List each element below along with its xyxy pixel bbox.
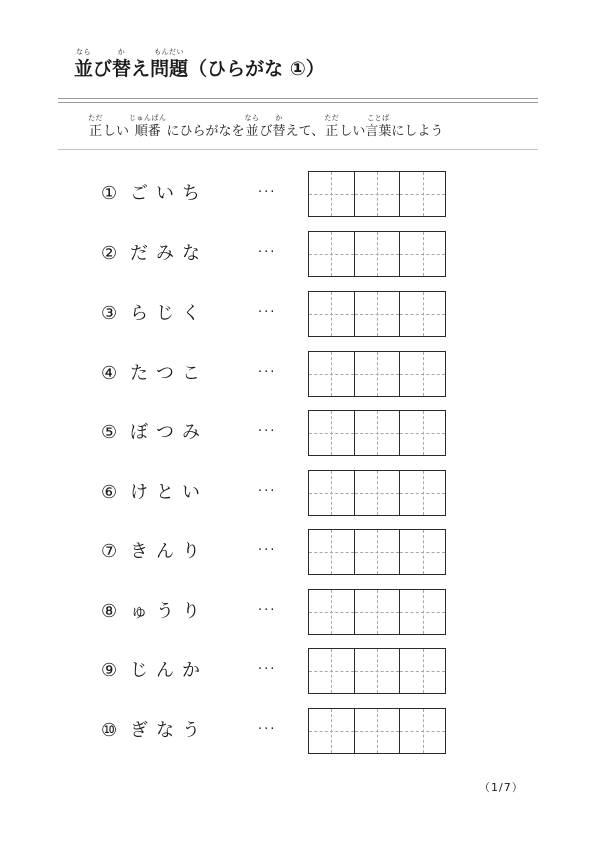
answer-cell[interactable] xyxy=(400,530,445,574)
answer-box xyxy=(308,410,446,456)
leader-dots: ··· xyxy=(258,305,277,320)
answer-cell[interactable] xyxy=(400,471,445,515)
furigana: じゅんばん xyxy=(129,114,167,122)
answer-cell[interactable] xyxy=(400,232,445,276)
answer-cell[interactable] xyxy=(309,172,355,216)
question-number: ⑩ xyxy=(101,720,118,741)
question-row xyxy=(0,171,595,219)
instruction-segment xyxy=(365,114,391,140)
instruction-segment xyxy=(260,114,273,140)
question-row xyxy=(0,470,595,518)
furigana: なら xyxy=(244,114,260,122)
answer-cell[interactable] xyxy=(355,709,401,753)
instruction-divider xyxy=(58,149,538,150)
scrambled-letters: きんり xyxy=(130,541,208,562)
answer-cell[interactable] xyxy=(400,352,445,396)
scrambled-letters: じんか xyxy=(130,660,208,681)
answer-cell[interactable] xyxy=(400,172,445,216)
answer-box xyxy=(308,291,446,337)
answer-cell[interactable] xyxy=(309,530,355,574)
question-number: ⑥ xyxy=(101,482,118,503)
scrambled-letters: ゅうり xyxy=(130,601,208,622)
question-row xyxy=(0,529,595,577)
question-number: ④ xyxy=(101,363,118,384)
answer-cell[interactable] xyxy=(355,232,401,276)
title-segment xyxy=(74,48,93,81)
leader-dots: ··· xyxy=(258,662,277,677)
answer-cell[interactable] xyxy=(355,352,401,396)
furigana: ただ xyxy=(88,114,103,122)
furigana: もんだい xyxy=(154,48,185,56)
title-text: （ひらがな ①） xyxy=(188,58,325,80)
answer-cell[interactable] xyxy=(309,232,355,276)
title-divider xyxy=(58,102,538,103)
instruction xyxy=(88,114,443,140)
title-text: 並 xyxy=(74,58,94,80)
furigana: ただ xyxy=(324,114,340,122)
leader-dots: ··· xyxy=(258,722,277,737)
scrambled-letters: ぎなう xyxy=(130,720,208,741)
title-segment xyxy=(188,48,325,81)
question-number: ⑦ xyxy=(101,541,118,562)
title-text: 問題 xyxy=(150,58,189,80)
leader-dots: ··· xyxy=(258,603,277,618)
question-row xyxy=(0,231,595,279)
furigana: か xyxy=(275,114,283,122)
question-row xyxy=(0,410,595,458)
instruction-segment xyxy=(245,114,260,140)
instruction-text: び xyxy=(259,124,273,139)
instruction-segment xyxy=(88,114,103,140)
answer-cell[interactable] xyxy=(355,411,401,455)
answer-cell[interactable] xyxy=(309,471,355,515)
question-number: ② xyxy=(101,243,118,264)
answer-cell[interactable] xyxy=(355,649,401,693)
instruction-text: しい xyxy=(103,124,130,139)
title-text: び xyxy=(93,58,113,80)
furigana: ことば xyxy=(367,114,390,122)
answer-box xyxy=(308,231,446,277)
question-row xyxy=(0,351,595,399)
furigana: か xyxy=(117,48,126,56)
leader-dots: ··· xyxy=(258,424,277,439)
question-number: ① xyxy=(101,183,118,204)
answer-cell[interactable] xyxy=(355,471,401,515)
answer-cell[interactable] xyxy=(355,292,401,336)
instruction-segment xyxy=(324,114,339,140)
scrambled-letters: けとい xyxy=(130,482,208,503)
answer-cell[interactable] xyxy=(309,649,355,693)
instruction-text: えて、 xyxy=(285,124,325,139)
leader-dots: ··· xyxy=(258,484,277,499)
instruction-segment xyxy=(273,114,286,140)
answer-box xyxy=(308,171,446,217)
leader-dots: ··· xyxy=(258,245,277,260)
instruction-text: 正 xyxy=(88,124,102,139)
answer-cell[interactable] xyxy=(400,709,445,753)
answer-cell[interactable] xyxy=(355,530,401,574)
title-segment xyxy=(112,48,131,81)
instruction-segment xyxy=(103,114,129,140)
answer-cell[interactable] xyxy=(309,709,355,753)
instruction-segment xyxy=(286,114,325,140)
question-row xyxy=(0,589,595,637)
instruction-text: にひらがなを xyxy=(166,124,245,139)
instruction-segment xyxy=(391,114,443,140)
instruction-segment xyxy=(167,114,245,140)
leader-dots: ··· xyxy=(258,365,277,380)
scrambled-letters: たつこ xyxy=(130,363,208,384)
answer-box xyxy=(308,351,446,397)
question-row xyxy=(0,648,595,696)
answer-cell[interactable] xyxy=(355,590,401,634)
instruction-text: 言葉 xyxy=(365,124,392,139)
scrambled-letters: だみな xyxy=(130,243,208,264)
answer-cell[interactable] xyxy=(400,292,445,336)
question-row xyxy=(0,708,595,756)
instruction-segment xyxy=(129,114,167,140)
question-row xyxy=(0,291,595,339)
title-segment xyxy=(150,48,188,81)
instruction-text: しい xyxy=(339,124,366,139)
page-number: （1/7） xyxy=(479,781,524,794)
instruction-text: にしよう xyxy=(391,124,444,139)
instruction-text: 順番 xyxy=(134,124,161,139)
answer-box xyxy=(308,470,446,516)
leader-dots: ··· xyxy=(258,543,277,558)
instruction-segment xyxy=(339,114,365,140)
question-number: ⑧ xyxy=(101,601,118,622)
answer-cell[interactable] xyxy=(309,292,355,336)
answer-cell[interactable] xyxy=(309,590,355,634)
instruction-text: 正 xyxy=(325,124,339,139)
title-segment xyxy=(93,48,112,81)
title-divider xyxy=(58,98,538,99)
title-text: え xyxy=(131,58,151,80)
scrambled-letters: ぼつみ xyxy=(130,422,208,443)
scrambled-letters: ごいち xyxy=(130,183,208,204)
answer-cell[interactable] xyxy=(400,649,445,693)
answer-box xyxy=(308,648,446,694)
answer-cell[interactable] xyxy=(309,352,355,396)
leader-dots: ··· xyxy=(258,185,277,200)
furigana: なら xyxy=(76,48,91,56)
answer-cell[interactable] xyxy=(309,411,355,455)
answer-cell[interactable] xyxy=(400,411,445,455)
question-number: ⑤ xyxy=(101,422,118,443)
answer-cell[interactable] xyxy=(400,590,445,634)
page-title xyxy=(74,48,325,81)
instruction-text: 並 xyxy=(245,124,259,139)
scrambled-letters: らじく xyxy=(130,303,208,324)
question-number: ⑨ xyxy=(101,660,118,681)
instruction-text: 替 xyxy=(272,124,286,139)
answer-box xyxy=(308,529,446,575)
answer-box xyxy=(308,708,446,754)
answer-box xyxy=(308,589,446,635)
title-segment xyxy=(131,48,150,81)
title-text: 替 xyxy=(112,58,132,80)
answer-cell[interactable] xyxy=(355,172,401,216)
question-number: ③ xyxy=(101,303,118,324)
